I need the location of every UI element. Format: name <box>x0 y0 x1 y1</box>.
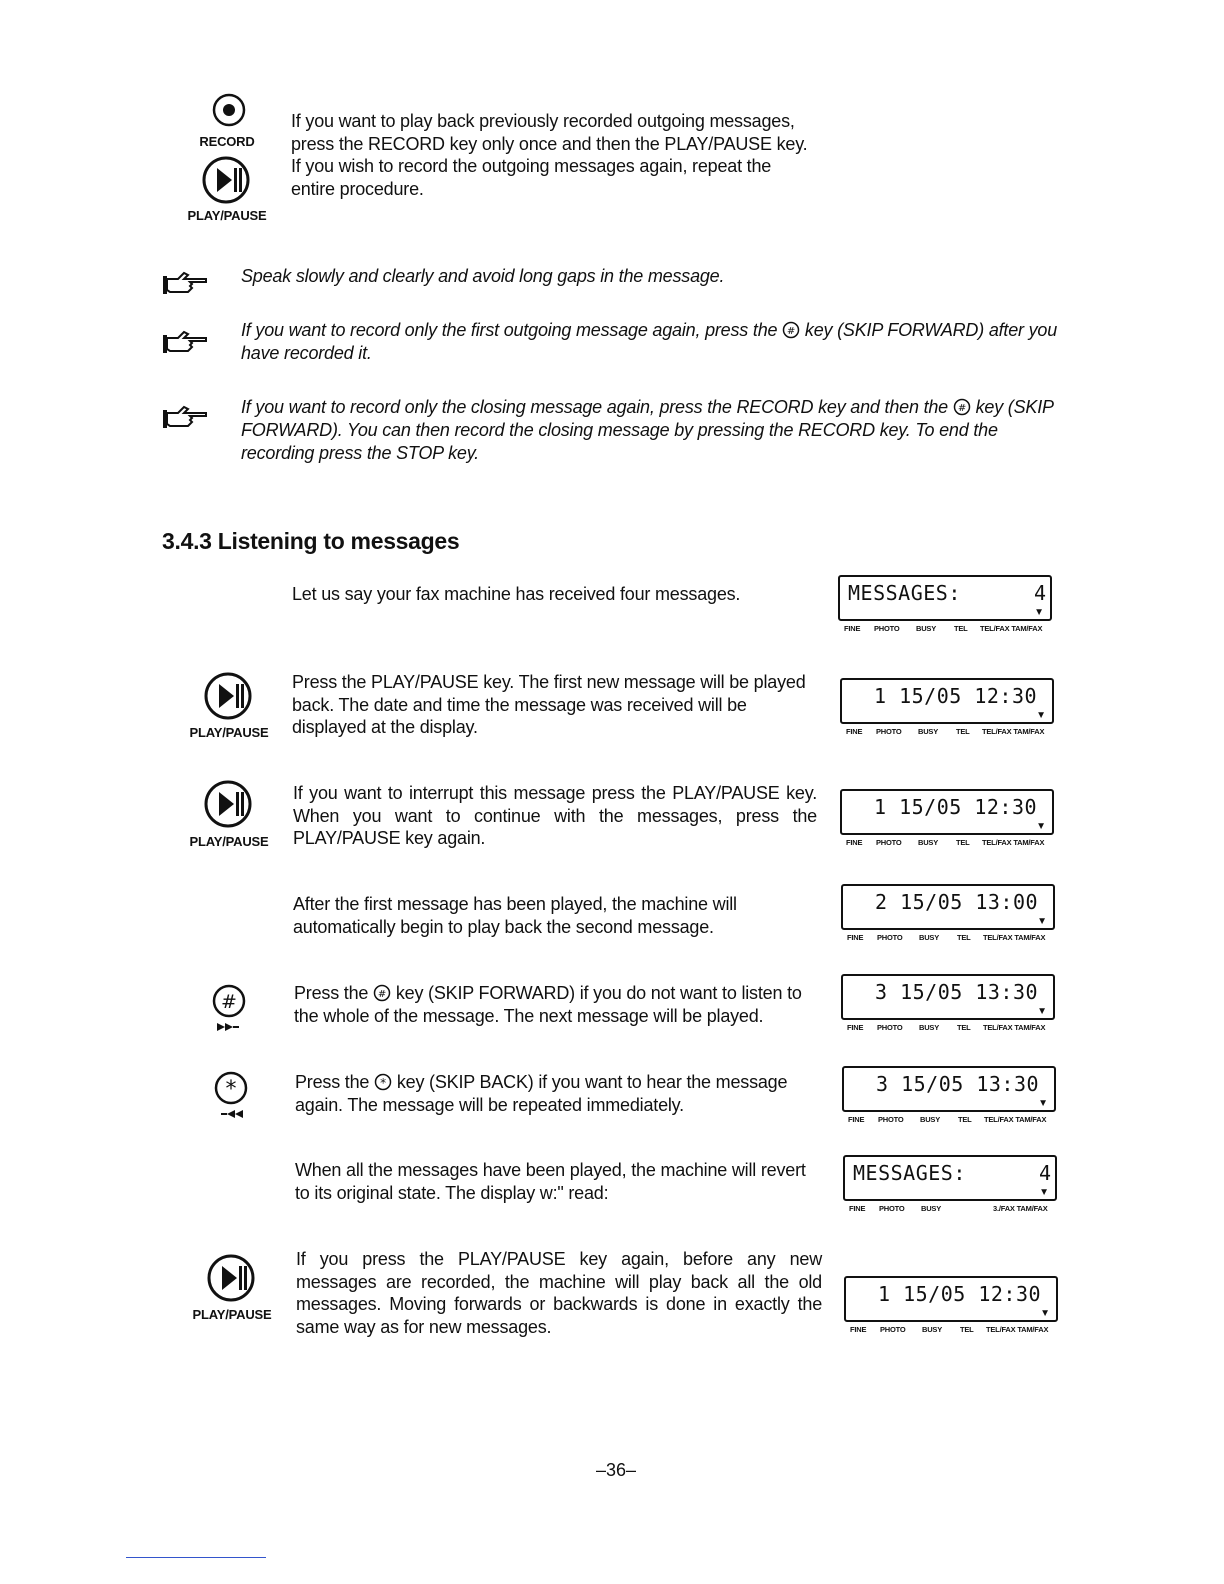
down-arrow-icon: ▼ <box>1036 710 1046 721</box>
note-2-text-b: key (SKIP FORWARD) after you have recorded it. <box>241 320 1058 363</box>
indicator-fine: FINE <box>846 838 863 847</box>
indicator-busy: BUSY <box>920 1115 941 1124</box>
indicator-photo: PHOTO <box>876 727 902 736</box>
lcd-display-7 <box>843 1155 1057 1216</box>
step-4-text: After the first message has been played, the machine will automatically begin to play back the second message. <box>293 894 737 937</box>
indicator-fine: FINE <box>850 1325 867 1334</box>
play-pause-key-label: PLAY/PAUSE <box>189 834 269 849</box>
skip-back-key-icon <box>186 1070 276 1125</box>
indicator-photo: PHOTO <box>874 624 900 633</box>
hash-key-icon <box>953 398 971 416</box>
step-7-text: When all the messages have been played, the machine will revert to its original state. The display w:" read: <box>295 1160 806 1203</box>
svg-text:#: # <box>787 326 796 337</box>
lcd-display-2 <box>840 678 1054 739</box>
down-arrow-icon: ▼ <box>1034 607 1044 618</box>
indicator-telfax: TEL/FAX TAM/FAX <box>983 1023 1046 1032</box>
step-5-text <box>294 982 824 1027</box>
note-1 <box>241 265 1061 288</box>
indicator-telfax: TEL/FAX TAM/FAX <box>982 838 1045 847</box>
indicator-fine: FINE <box>849 1204 866 1213</box>
step-3-text: If you want to interrupt this message press the PLAY/PAUSE key. When you want to continue with the messages, press the PLAY/PAUSE key again. <box>293 783 817 848</box>
step-5-text-a: Press the <box>294 983 374 1003</box>
play-pause-key-label: PLAY/PAUSE <box>189 725 269 740</box>
indicator-tel: TEL <box>954 624 968 633</box>
page-number: –36– <box>596 1460 637 1480</box>
indicator-telfax: TEL/FAX TAM/FAX <box>980 624 1043 633</box>
indicator-tel: TEL <box>957 933 971 942</box>
play-pause-key-icon <box>183 670 273 727</box>
pointing-hand-icon <box>162 330 210 361</box>
note-3-text-a: If you want to record only the closing message again, press the RECORD key and then the <box>241 397 953 417</box>
lcd-display-6 <box>842 1066 1056 1127</box>
pointing-hand-icon <box>162 271 210 302</box>
note-3-text-b: key (SKIP FORWARD). You can then record the closing message by pressing the RECORD key. To end the recording press the STOP key. <box>241 397 1054 463</box>
indicator-photo: PHOTO <box>876 838 902 847</box>
indicator-fine: FINE <box>844 624 861 633</box>
indicator-busy: BUSY <box>921 1204 942 1213</box>
indicator-busy: BUSY <box>922 1325 943 1334</box>
indicator-photo: PHOTO <box>879 1204 905 1213</box>
lcd-display-5 <box>841 974 1055 1035</box>
svg-text:#: # <box>377 989 387 1000</box>
indicator-tel: TEL <box>956 727 970 736</box>
lcd-text: 1 15/05 12:30 <box>874 795 1038 819</box>
svg-text:#: # <box>221 991 237 1013</box>
lcd-text: 1 15/05 12:30 <box>874 684 1038 708</box>
down-arrow-icon: ▼ <box>1039 1187 1049 1198</box>
hash-key-icon <box>782 321 800 339</box>
note-1-text: Speak slowly and clearly and avoid long gaps in the message. <box>241 266 725 286</box>
note-2 <box>241 319 1061 365</box>
step-6-text-a: Press the <box>295 1072 375 1092</box>
svg-text:*: * <box>225 1077 237 1102</box>
lcd-text: MESSAGES: <box>853 1161 966 1185</box>
play-pause-key-label: PLAY/PAUSE <box>192 1307 272 1322</box>
play-pause-key-icon <box>181 154 271 211</box>
skip-forward-key-icon <box>184 983 274 1038</box>
indicator-photo: PHOTO <box>877 933 903 942</box>
indicator-fine: FINE <box>847 1023 864 1032</box>
footer-rule <box>126 1557 266 1558</box>
indicator-telfax: TEL/FAX TAM/FAX <box>982 727 1045 736</box>
pointing-hand-icon <box>162 405 210 436</box>
indicator-fine: FINE <box>847 933 864 942</box>
down-arrow-icon: ▼ <box>1037 916 1047 927</box>
step-6-text <box>295 1071 825 1116</box>
indicator-busy: BUSY <box>916 624 937 633</box>
indicator-busy: BUSY <box>918 838 939 847</box>
indicator-fine: FINE <box>848 1115 865 1124</box>
indicator-photo: PHOTO <box>880 1325 906 1334</box>
indicator-photo: PHOTO <box>878 1115 904 1124</box>
svg-text:*: * <box>380 1076 386 1090</box>
down-arrow-icon: ▼ <box>1036 821 1046 832</box>
play-pause-key-label: PLAY/PAUSE <box>187 208 267 223</box>
down-arrow-icon: ▼ <box>1037 1006 1047 1017</box>
indicator-telfax: TEL/FAX TAM/FAX <box>983 933 1046 942</box>
lcd-text: 2 15/05 13:00 <box>875 890 1039 914</box>
record-key-icon <box>184 92 274 133</box>
play-pause-key-icon <box>186 1252 276 1309</box>
lcd-text: 3 15/05 13:30 <box>876 1072 1040 1096</box>
indicator-tel: TEL <box>958 1115 972 1124</box>
section-heading: 3.4.3 Listening to messages <box>162 528 460 554</box>
indicator-telfax: TEL/FAX TAM/FAX <box>986 1325 1049 1334</box>
lcd-display-3 <box>840 789 1054 850</box>
step-1-text: Let us say your fax machine has received four messages. <box>292 584 741 604</box>
lcd-text: MESSAGES: <box>848 581 961 605</box>
indicator-tel: TEL <box>960 1325 974 1334</box>
indicator-telfax: TEL/FAX TAM/FAX <box>984 1115 1047 1124</box>
lcd-count: 4 <box>1038 1161 1051 1185</box>
indicator-busy: BUSY <box>919 933 940 942</box>
step-5-text-b: key (SKIP FORWARD) if you do not want to listen to the whole of the message. The next message will be played. <box>294 983 802 1026</box>
lcd-display-8 <box>844 1276 1058 1337</box>
note-3 <box>241 396 1061 465</box>
indicator-busy: BUSY <box>918 727 939 736</box>
svg-text:#: # <box>957 403 966 414</box>
lcd-text: 3 15/05 13:30 <box>875 980 1039 1004</box>
note-2-text-a: If you want to record only the first outgoing message again, press the <box>241 320 783 340</box>
indicator-busy: BUSY <box>919 1023 940 1032</box>
step-8-text: If you press the PLAY/PAUSE key again, before any new messages are recorded, the machine will play back all the old messages. Moving forwards or backwards is done in exactly the same way as for new messages. <box>296 1249 822 1337</box>
intro-paragraph: If you want to play back previously recorded outgoing messages, press the RECORD key only once and then the PLAY/PAUSE key. If you wish to record the outgoing messages again, repeat the entire procedure. <box>291 111 808 199</box>
lcd-count: 4 <box>1033 581 1046 605</box>
down-arrow-icon: ▼ <box>1040 1308 1050 1319</box>
step-2-text: Press the PLAY/PAUSE key. The first new message will be played back. The date and time the message was received will be displayed at the display. <box>292 672 806 737</box>
lcd-text: 1 15/05 12:30 <box>878 1282 1042 1306</box>
star-key-icon <box>374 1073 392 1091</box>
indicator-fine: FINE <box>846 727 863 736</box>
play-pause-key-icon <box>183 778 273 835</box>
indicator-photo: PHOTO <box>877 1023 903 1032</box>
hash-key-icon <box>373 984 391 1002</box>
lcd-display-1 <box>838 575 1052 636</box>
indicator-telfax: 3./FAX TAM/FAX <box>993 1204 1048 1213</box>
indicator-tel: TEL <box>957 1023 971 1032</box>
down-arrow-icon: ▼ <box>1038 1098 1048 1109</box>
indicator-tel: TEL <box>956 838 970 847</box>
record-key-label: RECORD <box>199 134 255 149</box>
lcd-display-4 <box>841 884 1055 945</box>
step-6-text-b: key (SKIP BACK) if you want to hear the message again. The message will be repeated immediately. <box>295 1072 788 1115</box>
